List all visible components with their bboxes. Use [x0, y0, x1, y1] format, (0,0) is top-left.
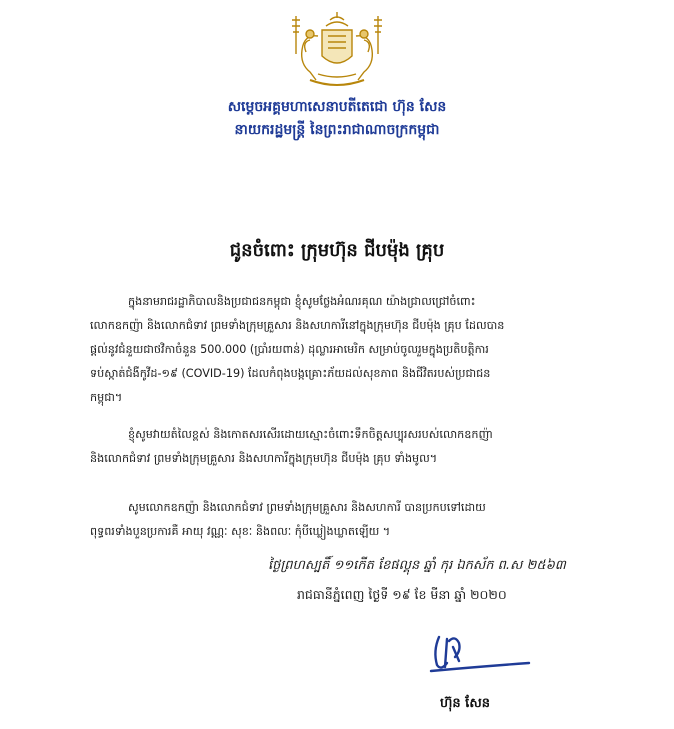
paragraph-line: ផ្ដល់នូវជំនួយជាថវិកាចំនួន 500.000 (ប្រាំរយពាន់) ដុល្លារអាមេរិក សម្រាប់ចូលរួមក្នុងប្រតិបត្តិការ	[90, 343, 489, 356]
paragraph-line: ទប់ស្កាត់ជំងឺកូវីដ-១៩ (COVID-19) ដែលកំពុងបង្កគ្រោះភ័យដល់សុខភាព និងជីវិតរបស់ប្រជាជន	[90, 367, 491, 380]
handwritten-signature-icon	[425, 627, 533, 677]
paragraph-line: ក្នុងនាមរាជរដ្ឋាភិបាលនិងប្រជាជនកម្ពុជា ខ្ញុំសូមថ្លែងអំណរគុណ យ៉ាងជ្រាលជ្រៅចំពោះ	[128, 295, 476, 308]
paragraph-line: ពុទ្ធពរទាំងបួនប្រការគឺ អាយុ វណ្ណៈ សុខៈ និងពលៈ កុំបីឃ្លៀងឃ្លាតឡើយ ។	[90, 525, 391, 538]
place-and-date: រាជធានីភ្នំពេញ ថ្ងៃទី ១៩ ខែ មីនា ឆ្នាំ ២០២០	[297, 587, 507, 602]
signer-name: ហ៊ុន សែន	[440, 696, 490, 711]
sender-title: សម្ដេចអគ្គមហាសេនាបតីតេជោ ហ៊ុន សែន	[227, 99, 447, 115]
paragraph-line: ខ្ញុំសូមវាយតំលៃខ្ពស់ និងកោតសរសើរដោយស្មោះចំពោះទឹកចិត្តសប្បុរសរបស់លោកឧកញ៉ា	[128, 428, 493, 441]
addressee: ជូនចំពោះ ក្រុមហ៊ុន ជីបម៉ុង គ្រុប	[229, 240, 445, 261]
sender-position: នាយករដ្ឋមន្ត្រី នៃព្រះរាជាណាចក្រកម្ពុជា	[234, 122, 440, 138]
paragraph-line: និងលោកជំទាវ ព្រមទាំងក្រុមគ្រួសារ និងសហការីក្នុងក្រុមហ៊ុន ជីបម៉ុង គ្រុប ទាំងមូល។	[90, 452, 438, 465]
royal-coat-of-arms-icon	[288, 10, 386, 90]
paragraph-3	[90, 496, 610, 544]
paragraph-1	[90, 290, 610, 410]
paragraph-line: កម្ពុជា។	[90, 391, 123, 404]
paragraph-line: សូមលោកឧកញ៉ា និងលោកជំទាវ ព្រមទាំងក្រុមគ្រួសារ និងសហការី បានប្រកបទៅដោយ	[128, 501, 486, 514]
paragraph-2	[90, 423, 610, 471]
lunar-date: ថ្ងៃព្រហស្បតិ៍ ១១កើត ខែផល្គុន ឆ្នាំ កុរ ឯកស័ក ព.ស ២៥៦៣	[268, 558, 566, 573]
paragraph-line: លោកឧកញ៉ា និងលោកជំទាវ ព្រមទាំងក្រុមគ្រួសារ និងសហការីនៅក្នុងក្រុមហ៊ុន ជីបម៉ុង គ្រុប ដែលបាន	[90, 319, 505, 332]
